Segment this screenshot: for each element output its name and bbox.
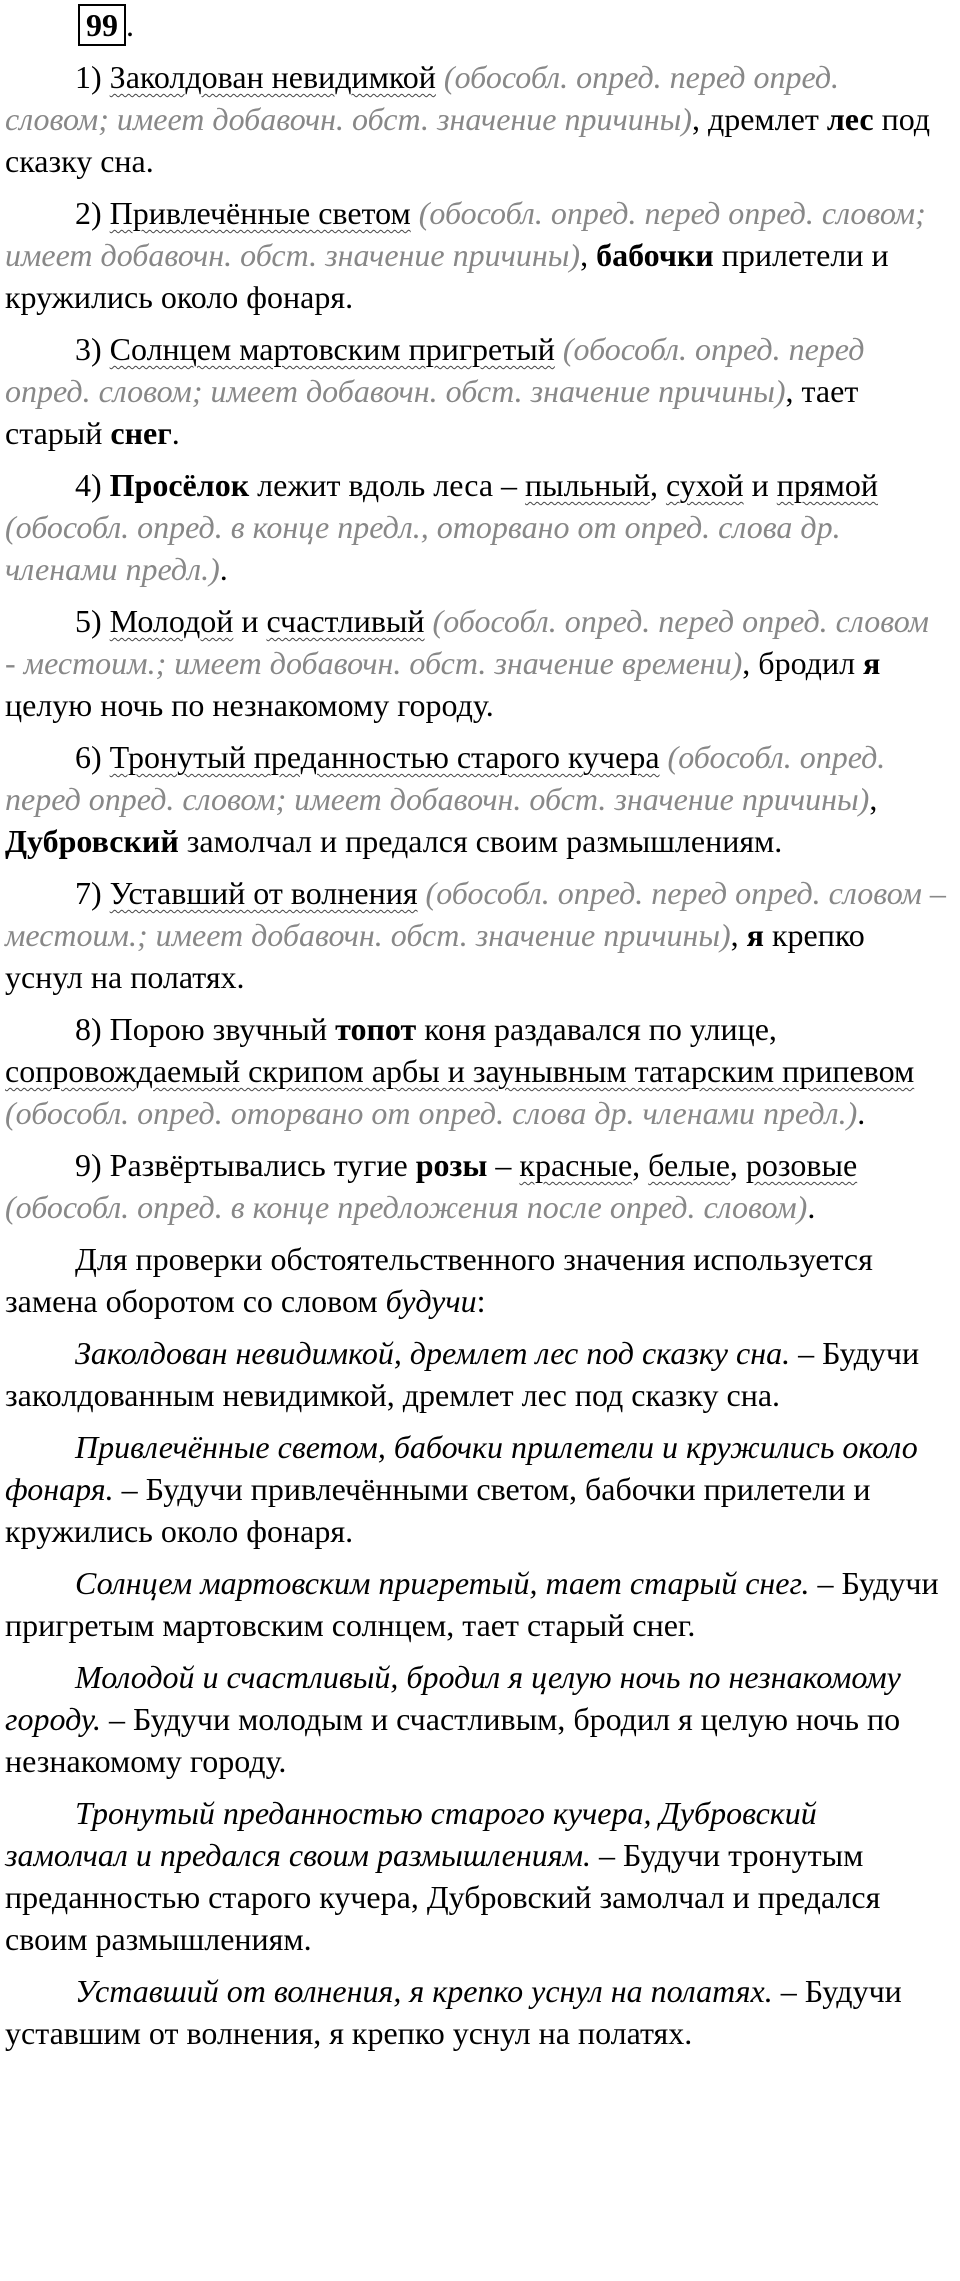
sentence-item <box>5 192 946 318</box>
defined-word: розы <box>415 1147 488 1183</box>
sentence-item <box>5 328 946 454</box>
sentence-text: , дремлет <box>691 101 827 137</box>
sentence-text: , бродил <box>742 645 864 681</box>
check-example <box>5 1656 946 1782</box>
sentence-number: 3) <box>75 331 110 367</box>
check-example <box>5 1426 946 1552</box>
sentence-item <box>5 1144 946 1228</box>
sentence-text: Порою звучный <box>109 1011 336 1047</box>
sentence-number: 2) <box>75 195 110 231</box>
separated-definition: прямой <box>776 467 878 503</box>
sentence-text: и <box>233 603 267 639</box>
example-replacement: – Будучи заколдованным невидимкой, дремлет лес под сказку сна. <box>5 1335 920 1413</box>
sentence-text: . <box>219 551 228 587</box>
separated-definition: сопровождаемый скрипом арбы и заунывным татарским припевом <box>5 1053 915 1089</box>
example-replacement: – Будучи пригретым мартовским солнцем, тает старый снег. <box>5 1565 939 1643</box>
example-original: Солнцем мартовским пригретый, тает старый снег. <box>75 1565 810 1601</box>
grammar-note: (обособл. опред. перед опред. словом - местоим.; имеет добавочн. обст. значение времени) <box>5 603 929 681</box>
separated-definition: белые <box>648 1147 730 1183</box>
sentence-text: крепко уснул на полатях. <box>5 917 865 995</box>
grammar-note: (обособл. опред. оторвано от опред. слова др. членами предл.) <box>5 1095 858 1131</box>
sentence-text: прилетели и кружились около фонаря. <box>5 237 889 315</box>
separated-definition: Молодой <box>109 603 234 639</box>
exercise-number-row <box>78 0 946 56</box>
sentence-text <box>425 603 433 639</box>
grammar-note: (обособл. опред. перед опред. словом; имеет добавочн. обст. значение причины) <box>5 331 865 409</box>
sentence-number: 6) <box>75 739 110 775</box>
sentence-text: замолчал и предался своим размышлениям. <box>178 823 783 859</box>
check-example <box>5 1332 946 1416</box>
sentence-list <box>5 56 946 1228</box>
example-replacement: – Будучи молодым и счастливым, бродил я целую ночь по незнакомому городу. <box>5 1701 901 1779</box>
sentence-number: 7) <box>75 875 110 911</box>
sentence-number: 5) <box>75 603 110 639</box>
check-example <box>5 1792 946 1960</box>
grammar-note: (обособл. опред. в конце предл., оторвано от опред. слова др. членами предл.) <box>5 509 841 587</box>
sentence-text: . <box>857 1095 866 1131</box>
example-replacement: – Будучи тронутым преданностью старого кучера, Дубровский замолчал и предался своим размышлениям. <box>5 1837 881 1957</box>
separated-definition: розовые <box>745 1147 858 1183</box>
separated-definition: Заколдован невидимкой <box>109 59 436 95</box>
defined-word: бабочки <box>596 237 714 273</box>
sentence-number: 9) <box>75 1147 110 1183</box>
sentence-text: коня раздавался по улице, <box>416 1011 777 1047</box>
example-replacement: – Будучи привлечёнными светом, бабочки прилетели и кружились около фонаря. <box>5 1471 871 1549</box>
sentence-text <box>418 875 426 911</box>
example-original: Уставший от волнения, я крепко уснул на полатях. <box>75 1973 773 2009</box>
example-original: Заколдован невидимкой, дремлет лес под сказку сна. <box>75 1335 791 1371</box>
sentence-item <box>5 464 946 590</box>
example-list <box>5 1332 946 2054</box>
sentence-number: 1) <box>75 59 110 95</box>
sentence-item <box>5 56 946 182</box>
separated-definition: сухой <box>665 467 744 503</box>
check-intro <box>5 1238 946 1322</box>
defined-word: Дубровский <box>5 823 179 859</box>
defined-word: я <box>746 917 764 953</box>
sentence-text: , <box>649 467 666 503</box>
sentence-item <box>5 872 946 998</box>
sentence-text: лежит вдоль леса – <box>249 467 526 503</box>
check-example <box>5 1970 946 2054</box>
exercise-number-dot: . <box>126 7 134 43</box>
sentence-text: , <box>729 1147 746 1183</box>
separated-definition: Привлечённые светом <box>109 195 411 231</box>
sentence-text: , <box>580 237 597 273</box>
sentence-text: . <box>171 415 180 451</box>
defined-word: я <box>863 645 881 681</box>
check-intro-text: Для проверки обстоятельственного значения используется замена оборотом со словом <box>5 1241 873 1319</box>
separated-definition: Уставший от волнения <box>109 875 418 911</box>
defined-word: Просёлок <box>109 467 250 503</box>
defined-word: лес <box>826 101 874 137</box>
sentence-text: . <box>807 1189 816 1225</box>
sentence-text: , <box>869 781 878 817</box>
check-intro-word: будучи <box>385 1283 477 1319</box>
sentence-number: 4) <box>75 467 110 503</box>
defined-word: снег <box>110 415 172 451</box>
separated-definition: Тронутый преданностью старого кучера <box>109 739 660 775</box>
example-original: Привлечённые светом, бабочки прилетели и кружились около фонаря. <box>5 1429 918 1507</box>
sentence-text: Развёртывались тугие <box>109 1147 416 1183</box>
grammar-note: (обособл. опред. перед опред. словом – местоим.; имеет добавочн. обст. значение причины) <box>5 875 946 953</box>
sentence-text: , тает старый <box>5 373 859 451</box>
sentence-text <box>555 331 563 367</box>
sentence-text: целую ночь по незнакомому городу. <box>5 687 494 723</box>
check-intro-end: : <box>476 1283 486 1319</box>
sentence-text: , <box>730 917 747 953</box>
sentence-number: 8) <box>75 1011 110 1047</box>
separated-definition: счастливый <box>266 603 425 639</box>
sentence-text <box>660 739 668 775</box>
exercise-number: 99 <box>78 4 126 46</box>
grammar-note: (обособл. опред. в конце предложения после опред. словом) <box>5 1189 808 1225</box>
sentence-text: и <box>743 467 777 503</box>
separated-definition: красные <box>519 1147 633 1183</box>
sentence-item <box>5 600 946 726</box>
separated-definition: пыльный <box>525 467 650 503</box>
example-original: Тронутый преданностью старого кучера, Дубровский замолчал и предался своим размышлениям. <box>5 1795 817 1873</box>
sentence-item <box>5 736 946 862</box>
separated-definition: Солнцем мартовским пригретый <box>109 331 555 367</box>
sentence-text: , <box>632 1147 649 1183</box>
example-original: Молодой и счастливый, бродил я целую ночь по незнакомому городу. <box>5 1659 901 1737</box>
sentence-item <box>5 1008 946 1134</box>
sentence-text <box>411 195 419 231</box>
grammar-note: (обособл. опред. перед опред. словом; имеет добавочн. обст. значение причины) <box>5 739 886 817</box>
defined-word: топот <box>335 1011 417 1047</box>
example-replacement: – Будучи уставшим от волнения, я крепко уснул на полатях. <box>5 1973 902 2051</box>
sentence-text <box>436 59 444 95</box>
grammar-note: (обособл. опред. перед опред. словом; имеет добавочн. обст. значение причины) <box>5 59 840 137</box>
grammar-note: (обособл. опред. перед опред. словом; имеет добавочн. обст. значение причины) <box>5 195 926 273</box>
sentence-text: под сказку сна. <box>5 101 931 179</box>
check-example <box>5 1562 946 1646</box>
sentence-text: – <box>487 1147 520 1183</box>
